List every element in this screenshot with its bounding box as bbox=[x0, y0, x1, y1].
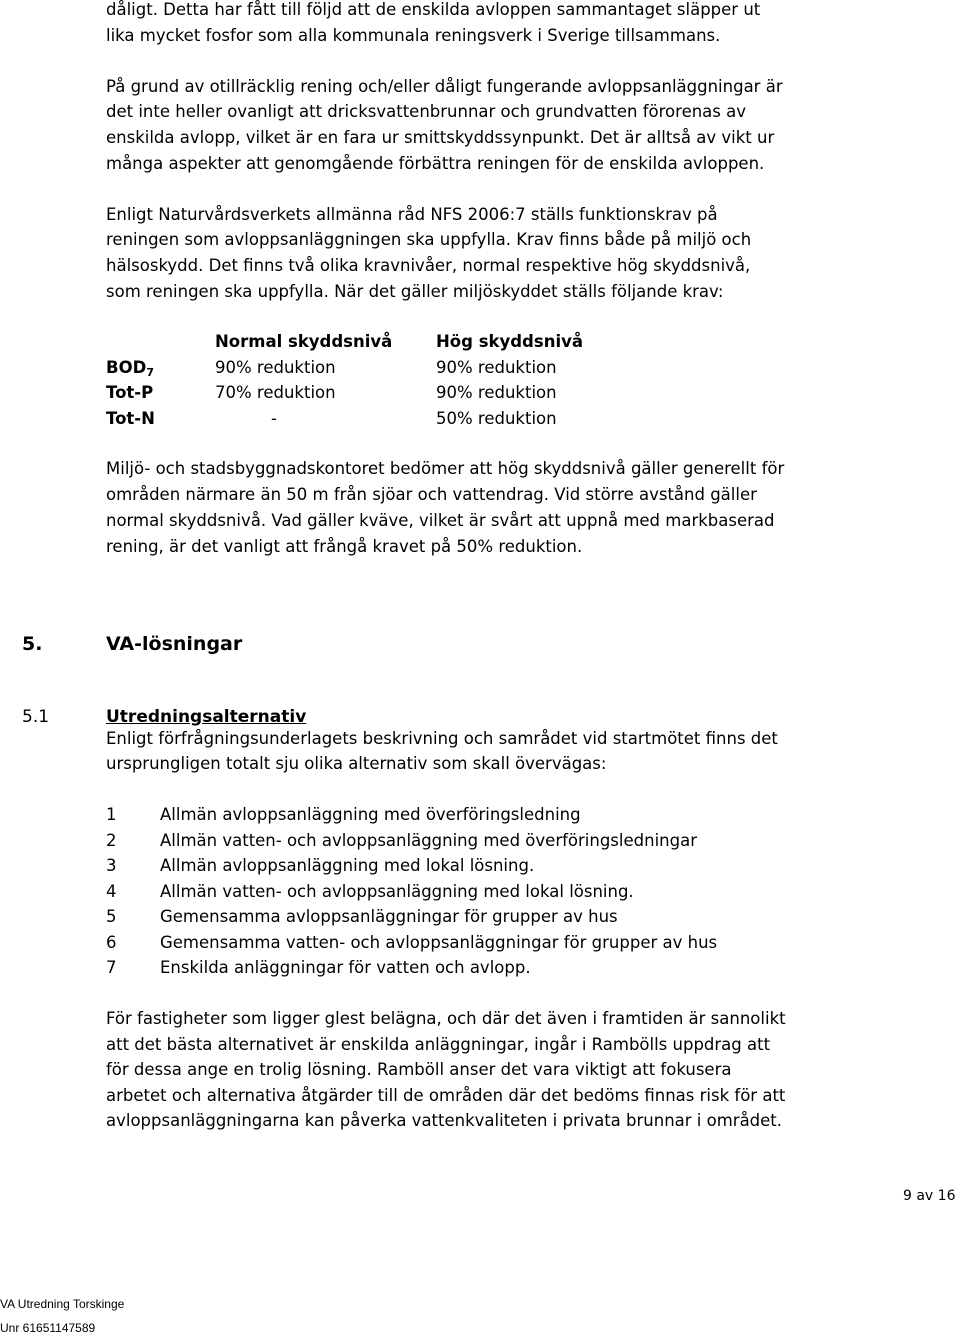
table-row-label: Tot-P bbox=[106, 383, 154, 402]
list-item-number: 1 bbox=[106, 805, 117, 824]
paragraph-line: Enligt förfrågningsunderlagets beskrivning och samrådet vid startmötet finns det bbox=[106, 729, 778, 748]
table-header-high: Hög skyddsnivå bbox=[436, 332, 583, 351]
paragraph-line: hälsoskydd. Det finns två olika kravnivåer, normal respektive hög skyddsnivå, bbox=[106, 256, 751, 275]
section-number: 5. bbox=[22, 633, 43, 655]
paragraph-line: På grund av otillräcklig rening och/eller dåligt fungerande avloppsanläggningar är bbox=[106, 77, 783, 96]
table-header-normal: Normal skyddsnivå bbox=[215, 332, 393, 351]
section-title: VA-lösningar bbox=[106, 633, 243, 655]
list-item-number: 7 bbox=[106, 958, 117, 977]
table-cell: 90% reduktion bbox=[436, 383, 557, 402]
list-item: Gemensamma avloppsanläggningar för grupper av hus bbox=[160, 907, 618, 926]
list-item-number: 3 bbox=[106, 856, 117, 875]
paragraph-line: arbetet och alternativa åtgärder till de områden där det bedöms finnas risk för att bbox=[106, 1086, 786, 1105]
paragraph-line: dåligt. Detta har fått till följd att de enskilda avloppen sammantaget släpper ut bbox=[106, 0, 761, 19]
list-item-number: 5 bbox=[106, 907, 117, 926]
list-item: Gemensamma vatten- och avloppsanläggningar för grupper av hus bbox=[160, 933, 718, 952]
list-item-number: 2 bbox=[106, 831, 117, 850]
paragraph-line: reningen som avloppsanläggningen ska uppfylla. Krav finns både på miljö och bbox=[106, 230, 752, 249]
subsection-title: Utredningsalternativ bbox=[106, 707, 307, 727]
paragraph-line: det inte heller ovanligt att dricksvattenbrunnar och grundvatten förorenas av bbox=[106, 102, 747, 121]
paragraph-line: att det bästa alternativet är enskilda anläggningar, ingår i Rambölls uppdrag att bbox=[106, 1035, 771, 1054]
paragraph-line: områden närmare än 50 m från sjöar och vattendrag. Vid större avstånd gäller bbox=[106, 485, 757, 504]
paragraph-line: många aspekter att genomgående förbättra reningen för de enskilda avloppen. bbox=[106, 154, 765, 173]
list-item: Allmän avloppsanläggning med lokal lösning. bbox=[160, 856, 535, 875]
paragraph-line: avloppsanläggningarna kan påverka vattenkvaliteten i privata brunnar i området. bbox=[106, 1111, 783, 1130]
paragraph-line: Miljö- och stadsbyggnadskontoret bedömer att hög skyddsnivå gäller generellt för bbox=[106, 459, 785, 478]
paragraph-line: ursprungligen totalt sju olika alternativ som skall övervägas: bbox=[106, 754, 607, 773]
list-item: Allmän vatten- och avloppsanläggning med överföringsledningar bbox=[160, 831, 697, 850]
table-cell: 90% reduktion bbox=[436, 358, 557, 377]
paragraph-line: Enligt Naturvårdsverkets allmänna råd NFS 2006:7 ställs funktionskrav på bbox=[106, 205, 718, 224]
list-item: Allmän avloppsanläggning med överföringsledning bbox=[160, 805, 581, 824]
table-row-label: Tot-N bbox=[106, 409, 155, 428]
paragraph-line: lika mycket fosfor som alla kommunala reningsverk i Sverige tillsammans. bbox=[106, 26, 721, 45]
table-cell: 90% reduktion bbox=[215, 358, 336, 377]
paragraph-line: normal skyddsnivå. Vad gäller kväve, vilket är svårt att uppnå med markbaserad bbox=[106, 511, 775, 530]
footer-unr: Unr 61651147589 bbox=[0, 1321, 96, 1335]
paragraph-line: rening, är det vanligt att frångå kravet på 50% reduktion. bbox=[106, 537, 583, 556]
paragraph-line: För fastigheter som ligger glest belägna, och där det även i framtiden är sannolikt bbox=[106, 1009, 786, 1028]
table-cell: 50% reduktion bbox=[436, 409, 557, 428]
list-item: Allmän vatten- och avloppsanläggning med lokal lösning. bbox=[160, 882, 634, 901]
subsection-number: 5.1 bbox=[22, 707, 50, 727]
list-item: Enskilda anläggningar för vatten och avlopp. bbox=[160, 958, 531, 977]
footer-project: VA Utredning Torskinge bbox=[0, 1297, 125, 1311]
list-item-number: 4 bbox=[106, 882, 117, 901]
table-cell: 70% reduktion bbox=[215, 383, 336, 402]
table-cell: - bbox=[271, 409, 277, 428]
paragraph-line: som reningen ska uppfylla. När det gäller miljöskyddet ställs följande krav: bbox=[106, 282, 724, 301]
paragraph-line: enskilda avlopp, vilket är en fara ur smittskyddssynpunkt. Det är alltså av vikt ur bbox=[106, 128, 775, 147]
list-item-number: 6 bbox=[106, 933, 117, 952]
table-row-label: $BOD_7$ bbox=[106, 358, 154, 379]
paragraph-line: för dessa ange en trolig lösning. Ramböll anser det vara viktigt att fokusera bbox=[106, 1060, 732, 1079]
page-number: 9 av 16 bbox=[903, 1188, 956, 1204]
